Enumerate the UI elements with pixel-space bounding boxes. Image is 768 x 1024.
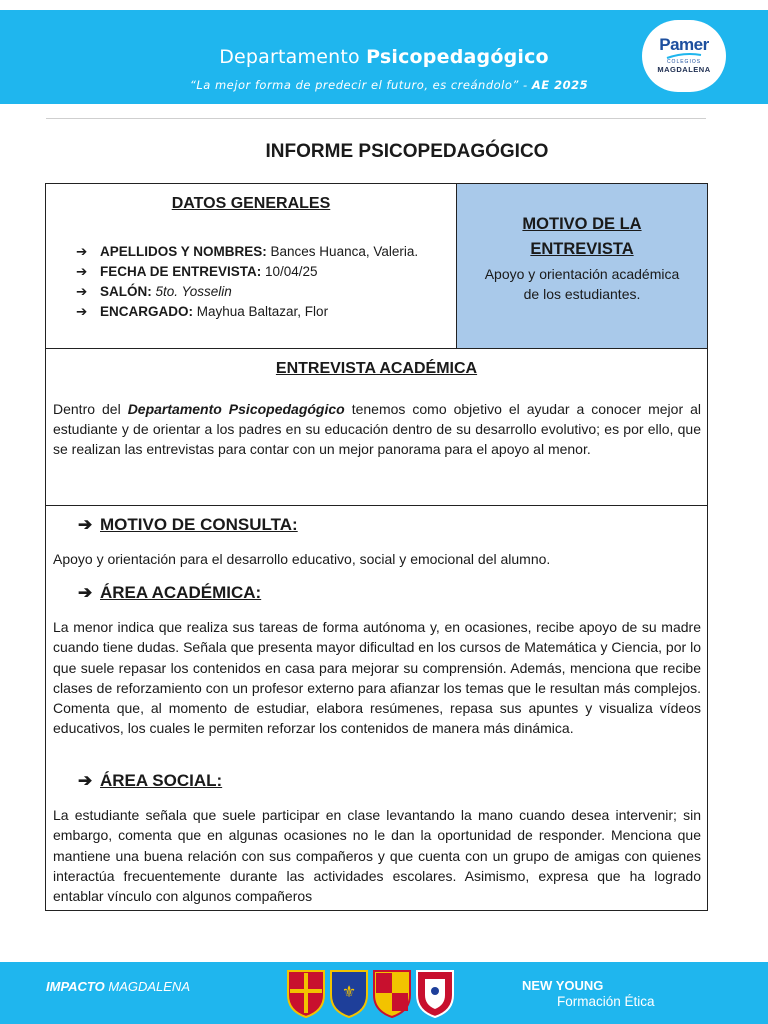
arrow-icon: ➔ <box>78 771 93 790</box>
motivo-entrevista-box <box>456 183 708 349</box>
arrow-icon: ➔ <box>76 304 88 319</box>
shield-fleur-de-lis-icon <box>331 971 367 1017</box>
list-item: ➔ FECHA DE ENTREVISTA: 10/04/25 <box>76 262 418 282</box>
logo-place: MAGDALENA <box>657 65 711 74</box>
divider <box>46 118 706 119</box>
entrevista-paragraph: Dentro del Departamento Psicopedagógico tenemos como objetivo el ayudar a conocer mejor al estudiante y de orientar a los padres en su educación dentro de su desarrollo evolutivo; es por ello, que se realizan las entrevistas para contar con un mejor panorama para el apoyo al menor. <box>53 401 701 457</box>
entrevista-academica-title: ENTREVISTA ACADÉMICA <box>275 360 478 377</box>
motivo-entrevista-title: MOTIVO DE LA ENTREVISTA <box>522 215 642 258</box>
logo-sub: COLEGIOS <box>666 59 702 65</box>
footer-banner <box>0 962 768 1024</box>
shield-portugal-icon <box>417 971 453 1017</box>
shield-castle-lion-icon <box>374 971 410 1017</box>
header-quote: “La mejor forma de predecir el futuro, es creándolo” - AE 2025 <box>189 78 589 92</box>
pamer-logo <box>642 20 726 92</box>
list-item: ➔ SALÓN: 5to. Yosselin <box>76 282 418 302</box>
arrow-icon: ➔ <box>76 264 88 279</box>
arrow-icon: ➔ <box>78 583 93 602</box>
shield-red-crosses-icon <box>288 971 324 1017</box>
motivo-consulta-heading: ➔ MOTIVO DE CONSULTA: <box>78 515 298 534</box>
logo-name: Pamer <box>659 35 709 54</box>
datos-generales-title: DATOS GENERALES <box>171 195 331 212</box>
impacto-magdalena: IMPACTO MAGDALENA <box>46 979 190 994</box>
area-social-heading: ➔ ÁREA SOCIAL: <box>78 771 223 790</box>
list-item: ➔ ENCARGADO: Mayhua Baltazar, Flor <box>76 302 418 322</box>
arrow-icon: ➔ <box>76 244 88 259</box>
consulta-box <box>45 505 708 911</box>
motivo-consulta-text: Apoyo y orientación para el desarrollo educativo, social y emocional del alumno. <box>53 551 551 567</box>
arrow-icon: ➔ <box>78 515 93 534</box>
area-academica-heading: ➔ ÁREA ACADÉMICA: <box>78 583 262 602</box>
new-young-label: NEW YOUNG <box>522 978 604 993</box>
svg-text:⚜: ⚜ <box>341 982 357 1001</box>
motivo-entrevista-text: Apoyo y orientación académica de los estudiantes. <box>484 266 680 302</box>
shields-group <box>285 967 460 1019</box>
entrevista-academica-box <box>45 348 708 506</box>
area-academica-text: La menor indica que realiza sus tareas de forma autónoma y, en ocasiones, recibe apoyo de su madre cuando tiene dudas. Señala que presenta mayor dificultad en los cursos de Matemática y Ciencia, por lo que suele repasar los contenidos en casa para mejorar su comprensión. Además, menciona que recibe clases de reforzamiento con un profesor externo para afianzar los temas que le resultan más complejos. Comenta que, al momento de estudiar, elabora resúmenes, repasa sus apuntes y visualiza vídeos educativos, los cuales le permiten reforzar los contenidos de manera más dinámica. <box>53 619 701 737</box>
list-item: ➔ APELLIDOS Y NOMBRES: Bances Huanca, Valeria. <box>76 242 418 262</box>
department-title: Departamento Psicopedagógico <box>219 46 549 68</box>
formacion-etica-label: Formación Ética <box>557 994 655 1009</box>
report-title: INFORME PSICOPEDAGÓGICO <box>265 141 549 162</box>
arrow-icon: ➔ <box>76 284 88 299</box>
datos-list <box>76 242 418 322</box>
datos-generales-box <box>45 183 457 349</box>
area-social-text: La estudiante señala que suele participar en clase levantando la mano cuando desea intervenir; sin embargo, comenta que en algunas ocasiones no le dan la oportunidad de responder. Menciona que mantiene una buena relación con sus compañeros y que cuenta con un grupo de amigas con quienes interactúa frecuentemente durante las actividades escolares. Asimismo, expresa que ha logrado entablar vínculo con algunos compañeros <box>53 807 701 905</box>
